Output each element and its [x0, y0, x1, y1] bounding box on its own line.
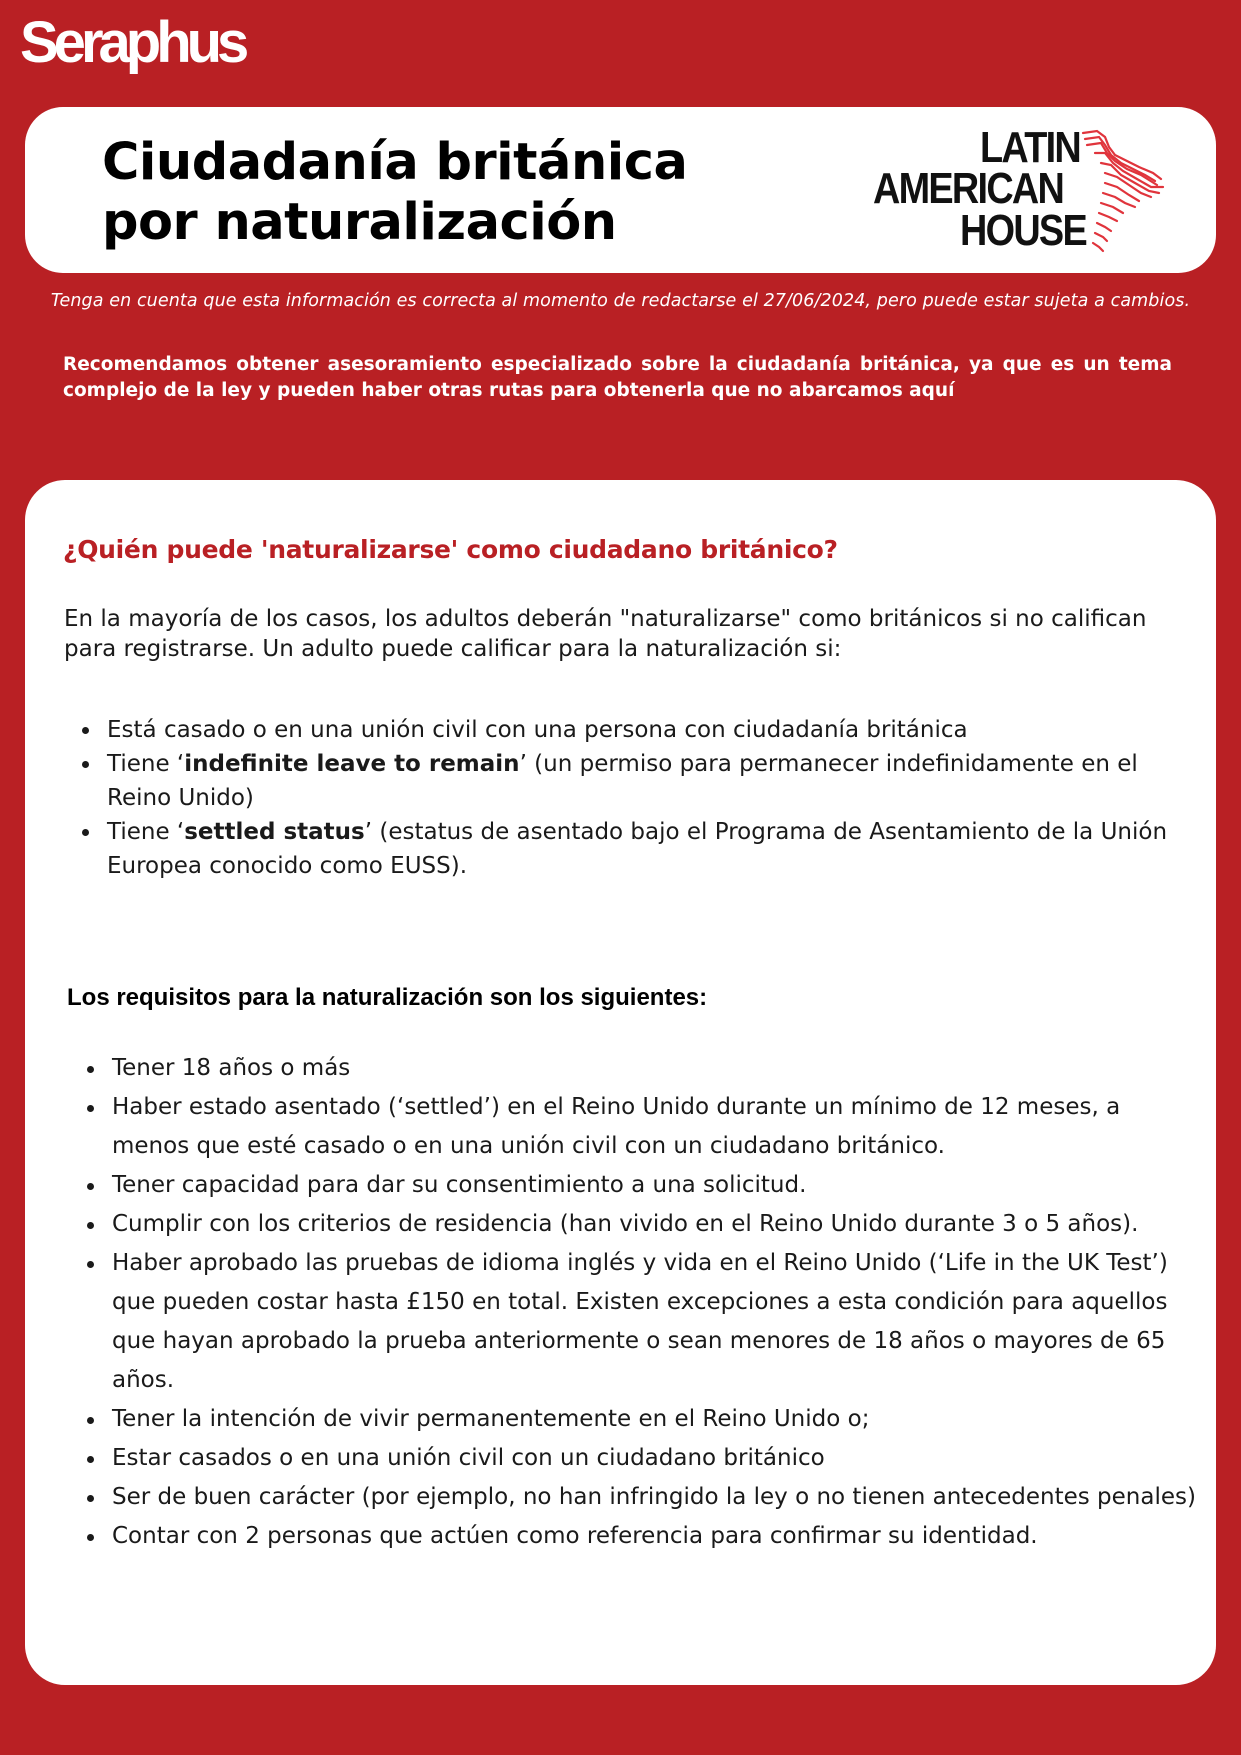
disclaimer-note: Tenga en cuenta que esta información es correcta al momento de redactarse el 27/06/2024, pero puede estar sujeta a cambios.: [50, 291, 1191, 311]
content-card: [25, 480, 1216, 1685]
list-item: Haber estado asentado (‘settled’) en el Reino Unido durante un mínimo de 12 meses, a menos que esté casado o en una unión civil con un ciudadano británico.: [112, 1088, 1204, 1166]
recommendation-note: Recomendamos obtener asesoramiento especializado sobre la ciudadanía británica, ya que es un tema complejo de la ley y pueden haber otras rutas para obtenerla que no abarcamos aquí: [63, 354, 1172, 401]
list-item: Estar casados o en una unión civil con un ciudadano británico: [112, 1439, 1204, 1478]
list-item: [107, 713, 1197, 747]
list-item-text-post: ’ (un permiso para permanecer indefinidamente en el Reino Unido): [107, 751, 1138, 811]
latin-america-map-icon: [1075, 127, 1170, 255]
list-item-bold-term: indefinite leave to remain: [184, 751, 520, 777]
latin-american-house-logo: [845, 123, 1170, 257]
logo-word-house: HOUSE: [960, 206, 1086, 255]
list-item: Ser de buen carácter (por ejemplo, no han infringido la ley o no tienen antecedentes penales): [112, 1478, 1204, 1517]
title-card: [25, 107, 1216, 273]
page-title-line1: Ciudadanía británica: [102, 133, 688, 192]
list-item: Tener 18 años o más: [112, 1049, 1204, 1088]
list-item: Tener la intención de vivir permanentemente en el Reino Unido o;: [112, 1400, 1204, 1439]
logo-word-latin: LATIN: [980, 123, 1080, 172]
page-title-line2: por naturalización: [102, 193, 617, 252]
section-title-requirements: Los requisitos para la naturalización son los siguientes:: [67, 984, 708, 1011]
list-item: Cumplir con los criterios de residencia (han vivido en el Reino Unido durante 3 o 5 años).: [112, 1205, 1204, 1244]
section-title-who: ¿Quién puede 'naturalizarse' como ciudadano británico?: [63, 535, 838, 564]
eligibility-list: [107, 713, 1197, 883]
requirements-list: [112, 1049, 1204, 1556]
list-item-text-pre: Tiene ‘: [107, 751, 185, 777]
list-item: Contar con 2 personas que actúen como referencia para confirmar su identidad.: [112, 1517, 1204, 1556]
list-item-text-post: ’ (estatus de asentado bajo el Programa de Asentamiento de la Unión Europea conocido como EUSS).: [107, 819, 1168, 879]
logo-word-american: AMERICAN: [873, 164, 1064, 213]
list-item: [107, 747, 1197, 815]
list-item: [107, 815, 1197, 883]
list-item-bold-term: settled status: [184, 819, 365, 845]
page-title: [102, 133, 687, 253]
list-item: Haber aprobado las pruebas de idioma inglés y vida en el Reino Unido (‘Life in the UK Test’) que pueden costar hasta £150 en total. Existen excepciones a esta condición para aquellos que hayan aprobado la prueba anteriormente o sean menores de 18 años o mayores de 65 años.: [112, 1244, 1204, 1400]
section-intro: En la mayoría de los casos, los adultos deberán "naturalizarse" como británicos si no califican para registrarse. Un adulto puede calificar para la naturalización si:: [64, 606, 1147, 662]
list-item-text-pre: Tiene ‘: [107, 819, 185, 845]
seraphus-logo: Seraphus: [20, 10, 245, 75]
list-item-text: Está casado o en una unión civil con una persona con ciudadanía británica: [107, 717, 968, 743]
list-item: Tener capacidad para dar su consentimiento a una solicitud.: [112, 1166, 1204, 1205]
